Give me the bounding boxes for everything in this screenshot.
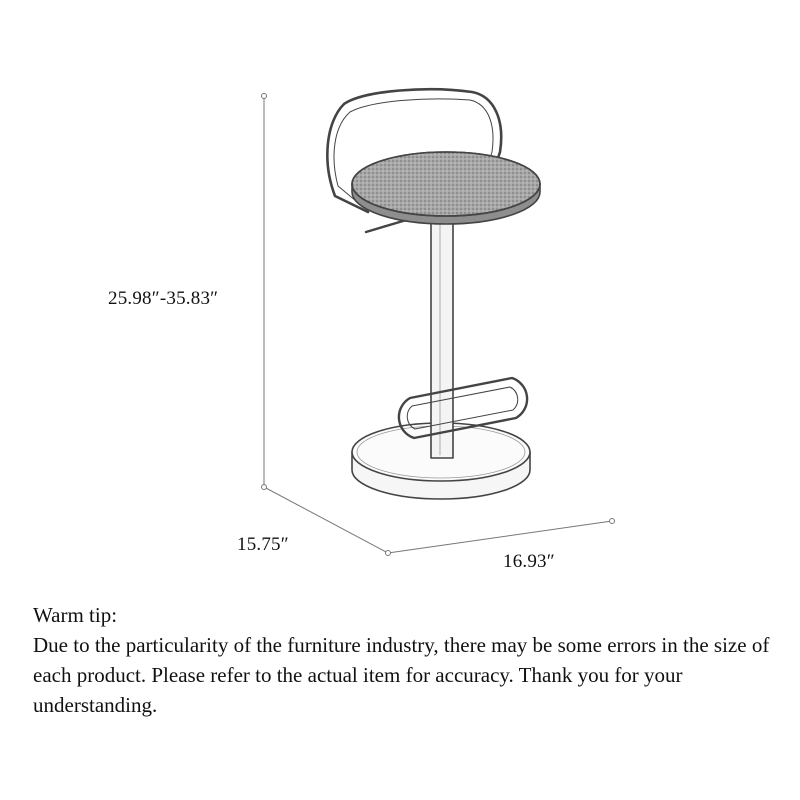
depth-dimension-label: 15.75″ [237,534,289,555]
bar-stool [327,89,540,499]
width-dimension-line [388,521,612,553]
stool-seat [352,152,540,224]
width-dimension-label: 16.93″ [503,551,555,572]
width-right-endpoint [610,519,615,524]
height-top-endpoint [262,94,267,99]
height-dimension-label: 25.98″-35.83″ [108,288,219,309]
height-bottom-endpoint [262,485,267,490]
warm-tip-note [33,600,778,720]
warm-tip-title: Warm tip: [33,603,118,627]
warm-tip-body: Due to the particularity of the furniture industry, there may be some errors in the size of each product. Please refer to the actual item for accuracy. Thank you for your understanding. [33,633,770,717]
depth-corner-endpoint [386,551,391,556]
